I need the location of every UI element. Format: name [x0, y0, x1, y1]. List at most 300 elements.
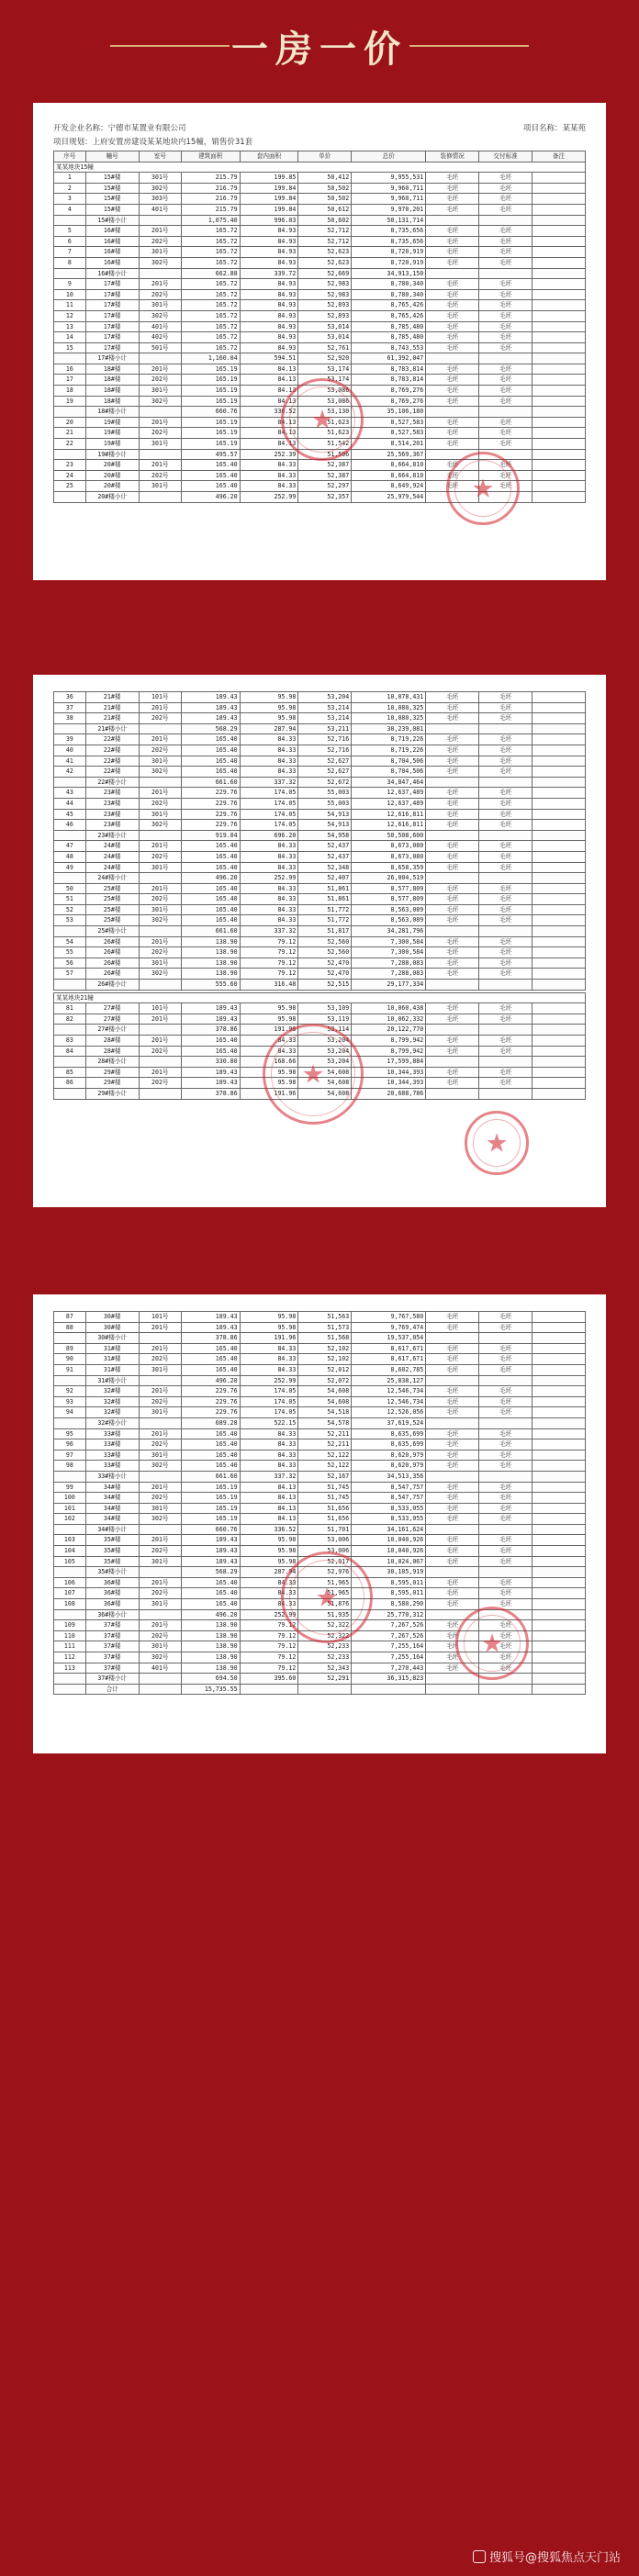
table-cell: 毛坯 — [426, 300, 479, 311]
table-cell: 84.33 — [240, 481, 298, 492]
table-cell: 毛坯 — [426, 883, 479, 894]
table-row — [54, 841, 586, 852]
table-cell: 84.33 — [240, 883, 298, 894]
table-cell: 毛坯 — [426, 1663, 479, 1674]
table-cell: 111 — [54, 1641, 86, 1652]
table-cell: 52,233 — [298, 1652, 352, 1663]
table-cell — [426, 353, 479, 364]
table-cell — [479, 830, 532, 841]
table-cell: 302号 — [139, 820, 181, 831]
table-cell: 毛坯 — [479, 226, 532, 237]
table-cell: 毛坯 — [426, 862, 479, 873]
table-cell — [532, 1641, 586, 1652]
table-cell: 84.93 — [240, 236, 298, 247]
table-row — [54, 247, 586, 258]
table-cell: 22#楼 — [85, 767, 139, 778]
table-cell: 202号 — [139, 470, 181, 481]
table-cell: 毛坯 — [426, 947, 479, 958]
table-cell: 165.72 — [181, 236, 240, 247]
table-cell: 109 — [54, 1620, 86, 1631]
table-cell: 毛坯 — [479, 1312, 532, 1323]
table-cell: 52,012 — [298, 1364, 352, 1375]
table-cell: 23 — [54, 460, 86, 471]
table-cell — [532, 1599, 586, 1610]
table-cell: 53,204 — [298, 1036, 352, 1047]
table-cell: 53,119 — [298, 1014, 352, 1025]
table-cell: 8,620,979 — [352, 1450, 426, 1461]
table-cell: 202号 — [139, 894, 181, 905]
table-cell — [532, 702, 586, 713]
table-cell: 189.43 — [181, 1003, 240, 1014]
table-cell — [532, 851, 586, 862]
table-cell — [479, 1524, 532, 1535]
table-cell: 毛坯 — [426, 841, 479, 852]
table-cell: 168.66 — [240, 1057, 298, 1068]
table-cell: 51,861 — [298, 894, 352, 905]
table-cell: 79.12 — [240, 958, 298, 969]
table-cell: 84.33 — [240, 1343, 298, 1354]
table-cell: 301号 — [139, 904, 181, 915]
table-cell — [532, 873, 586, 884]
table-cell — [532, 745, 586, 756]
table-cell: 8,533,055 — [352, 1503, 426, 1514]
table-cell: 34#楼 — [85, 1493, 139, 1504]
table-cell: 165.40 — [181, 481, 240, 492]
table-cell: 毛坯 — [426, 1577, 479, 1588]
table-cell — [532, 1514, 586, 1525]
table-cell: 8,620,979 — [352, 1461, 426, 1472]
table-cell: 24#楼 — [85, 841, 139, 852]
table-cell — [139, 407, 181, 418]
table-cell — [426, 1471, 479, 1482]
table-cell: 661.60 — [181, 926, 240, 937]
table-cell: 174.05 — [240, 798, 298, 809]
table-cell: 毛坯 — [479, 1461, 532, 1472]
table-cell — [54, 873, 86, 884]
table-row — [54, 183, 586, 194]
column-header: 幢号 — [85, 151, 139, 162]
table-cell — [54, 1684, 86, 1695]
table-row — [54, 1364, 586, 1375]
table-cell: 51,772 — [298, 915, 352, 926]
table-cell — [532, 1577, 586, 1588]
table-cell: 84.93 — [240, 342, 298, 353]
table-cell — [532, 1663, 586, 1674]
table-cell: 201号 — [139, 1428, 181, 1439]
column-header: 交付标准 — [479, 151, 532, 162]
table-cell: 101 — [54, 1503, 86, 1514]
table-cell: 5 — [54, 226, 86, 237]
table-cell: 37#楼 — [85, 1663, 139, 1674]
table-cell: 84.13 — [240, 386, 298, 397]
table-cell: 303号 — [139, 194, 181, 205]
table-cell: 79.12 — [240, 1652, 298, 1663]
table-cell: 15#楼小计 — [85, 215, 139, 226]
table-cell: 301号 — [139, 173, 181, 184]
table-row — [54, 1535, 586, 1546]
table-cell: 15#楼 — [85, 173, 139, 184]
table-cell: 52,560 — [298, 947, 352, 958]
table-cell — [139, 492, 181, 503]
table-cell — [479, 215, 532, 226]
table-cell: 毛坯 — [479, 820, 532, 831]
table-cell — [532, 1482, 586, 1493]
table-cell: 毛坯 — [479, 894, 532, 905]
table-cell: 138.90 — [181, 1620, 240, 1631]
table-cell: 8,664,810 — [352, 470, 426, 481]
table-cell: 17#楼 — [85, 310, 139, 321]
table-cell: 毛坯 — [479, 204, 532, 215]
table-cell: 10 — [54, 289, 86, 300]
table-cell: 毛坯 — [479, 194, 532, 205]
table-cell: 165.72 — [181, 289, 240, 300]
table-cell: 79.12 — [240, 1641, 298, 1652]
table-cell: 10,344,393 — [352, 1067, 426, 1078]
table-cell: 83 — [54, 1036, 86, 1047]
table-cell — [479, 353, 532, 364]
table-cell: 12,616,811 — [352, 820, 426, 831]
table-cell: 84.33 — [240, 1036, 298, 1047]
table-cell: 43 — [54, 788, 86, 799]
table-cell: 12,546,734 — [352, 1396, 426, 1407]
table-cell: 毛坯 — [426, 417, 479, 428]
official-seal — [281, 378, 364, 461]
subtotal-row — [54, 926, 586, 937]
table-cell: 8,743,553 — [352, 342, 426, 353]
table-cell: 33#楼 — [85, 1450, 139, 1461]
table-cell: 95.98 — [240, 1322, 298, 1333]
table-cell: 61,392,047 — [352, 353, 426, 364]
page-title: 一房一价 — [231, 27, 408, 71]
table-cell: 84.33 — [240, 1046, 298, 1057]
table-row — [54, 1461, 586, 1472]
table-cell — [352, 1684, 426, 1695]
table-cell: 26,004,519 — [352, 873, 426, 884]
table-cell: 31#楼 — [85, 1364, 139, 1375]
table-cell: 165.40 — [181, 1461, 240, 1472]
table-cell: 51,563 — [298, 1312, 352, 1323]
table-cell: 毛坯 — [426, 428, 479, 439]
table-cell — [54, 407, 86, 418]
table-cell: 189.43 — [181, 1546, 240, 1557]
table-cell: 496.20 — [181, 1609, 240, 1620]
watermark: 搜狐号@搜狐焦点天门站 — [473, 2548, 621, 2565]
table-cell: 52,407 — [298, 873, 352, 884]
table-cell: 138.90 — [181, 1663, 240, 1674]
table-cell — [54, 215, 86, 226]
table-row — [54, 692, 586, 703]
table-cell: 22#楼 — [85, 734, 139, 745]
table-cell: 202号 — [139, 713, 181, 724]
table-cell — [532, 173, 586, 184]
table-cell: 189.43 — [181, 692, 240, 703]
table-cell — [139, 1524, 181, 1535]
table-cell — [532, 342, 586, 353]
table-row — [54, 1439, 586, 1450]
table-cell: 17#楼 — [85, 279, 139, 290]
table-cell — [139, 449, 181, 460]
table-cell: 毛坯 — [426, 332, 479, 343]
price-sheet-3 — [33, 1294, 606, 1753]
column-header: 套内面积 — [240, 151, 298, 162]
table-cell: 52,669 — [298, 268, 352, 279]
table-cell — [139, 1567, 181, 1578]
table-cell: 28#楼小计 — [85, 1057, 139, 1068]
table-cell: 165.19 — [181, 417, 240, 428]
table-cell: 84.13 — [240, 1482, 298, 1493]
title-rule-right — [409, 45, 529, 47]
table-cell: 毛坯 — [479, 310, 532, 321]
table-cell: 25#楼 — [85, 894, 139, 905]
table-cell: 174.05 — [240, 788, 298, 799]
table-cell: 10,078,431 — [352, 692, 426, 703]
table-cell — [532, 936, 586, 947]
table-cell: 52,348 — [298, 862, 352, 873]
table-cell: 毛坯 — [426, 1343, 479, 1354]
table-cell — [532, 375, 586, 386]
section-label: 某某地块21幢 — [54, 992, 586, 1003]
table-cell: 8,719,226 — [352, 734, 426, 745]
table-cell: 毛坯 — [479, 1641, 532, 1652]
table-cell: 55 — [54, 947, 86, 958]
table-cell: 35,106,180 — [352, 407, 426, 418]
table-cell: 30,239,081 — [352, 723, 426, 734]
table-cell: 毛坯 — [426, 386, 479, 397]
table-cell: 555.60 — [181, 980, 240, 991]
table-cell — [139, 980, 181, 991]
table-cell: 8,704,506 — [352, 756, 426, 767]
table-cell: 8,635,699 — [352, 1428, 426, 1439]
table-cell: 7,288,083 — [352, 969, 426, 980]
table-row — [54, 1407, 586, 1418]
table-cell: 毛坯 — [479, 1493, 532, 1504]
table-cell: 301号 — [139, 1641, 181, 1652]
table-cell: 522.15 — [240, 1417, 298, 1428]
table-cell — [532, 1354, 586, 1365]
table-cell — [139, 873, 181, 884]
table-cell: 52,102 — [298, 1343, 352, 1354]
table-cell: 26#楼 — [85, 936, 139, 947]
table-cell: 50,412 — [298, 173, 352, 184]
table-cell — [532, 332, 586, 343]
table-cell: 毛坯 — [426, 481, 479, 492]
table-cell: 毛坯 — [479, 257, 532, 268]
table-cell: 54,608 — [298, 1386, 352, 1397]
title-rule-left — [110, 45, 230, 47]
price-sheet-1 — [33, 103, 606, 580]
table-row — [54, 321, 586, 332]
table-cell: 51,861 — [298, 883, 352, 894]
table-cell: 84.33 — [240, 1439, 298, 1450]
table-cell: 毛坯 — [426, 820, 479, 831]
table-cell — [139, 723, 181, 734]
official-seal — [281, 1551, 373, 1643]
table-cell: 54,913 — [298, 820, 352, 831]
table-cell: 95.98 — [240, 692, 298, 703]
table-cell: 30#楼 — [85, 1322, 139, 1333]
table-cell: 53,006 — [298, 1546, 352, 1557]
table-cell: 174.05 — [240, 820, 298, 831]
table-cell: 229.76 — [181, 1386, 240, 1397]
table-cell: 毛坯 — [426, 702, 479, 713]
table-cell: 8,527,583 — [352, 417, 426, 428]
table-cell: 201号 — [139, 417, 181, 428]
table-cell: 毛坯 — [426, 692, 479, 703]
table-cell: 毛坯 — [479, 321, 532, 332]
table-cell: 50 — [54, 883, 86, 894]
table-cell: 毛坯 — [479, 439, 532, 450]
table-cell: 301号 — [139, 862, 181, 873]
table-cell — [532, 841, 586, 852]
table-cell: 毛坯 — [479, 915, 532, 926]
table-cell: 302号 — [139, 1652, 181, 1663]
table-cell: 20#楼 — [85, 460, 139, 471]
table-header — [54, 151, 586, 162]
table-cell — [532, 247, 586, 258]
scope-line: 项目规划：上府安置房建设某某地块内15幢，销售价31套 — [53, 138, 253, 147]
table-cell: 53,211 — [298, 723, 352, 734]
table-cell: 毛坯 — [426, 289, 479, 300]
table-cell: 594.51 — [240, 353, 298, 364]
table-cell: 189.43 — [181, 1014, 240, 1025]
table-cell: 165.19 — [181, 1514, 240, 1525]
table-cell: 165.40 — [181, 1428, 240, 1439]
table-cell: 165.19 — [181, 396, 240, 407]
table-cell: 8,547,757 — [352, 1482, 426, 1493]
table-row — [54, 734, 586, 745]
table-cell: 37#楼 — [85, 1630, 139, 1641]
table-cell: 378.86 — [181, 1025, 240, 1036]
table-cell: 165.40 — [181, 904, 240, 915]
table-cell: 496.20 — [181, 492, 240, 503]
table-cell: 8,783,814 — [352, 364, 426, 375]
table-cell: 50,508,600 — [352, 830, 426, 841]
table-cell: 24 — [54, 470, 86, 481]
table-cell: 301号 — [139, 439, 181, 450]
table-cell: 毛坯 — [479, 1046, 532, 1057]
table-cell — [532, 915, 586, 926]
table-cell: 165.19 — [181, 364, 240, 375]
table-cell: 34,913,150 — [352, 268, 426, 279]
table-cell — [426, 1375, 479, 1386]
table-cell: 12,546,734 — [352, 1386, 426, 1397]
table-cell: 301号 — [139, 1364, 181, 1375]
table-cell: 毛坯 — [479, 1407, 532, 1418]
table-cell: 30#楼 — [85, 1312, 139, 1323]
table-cell: 毛坯 — [479, 247, 532, 258]
table-cell: 165.40 — [181, 1046, 240, 1057]
table-cell: 13 — [54, 321, 86, 332]
table-cell — [532, 1461, 586, 1472]
table-cell: 52,893 — [298, 310, 352, 321]
table-cell: 毛坯 — [426, 1407, 479, 1418]
table-cell: 201号 — [139, 883, 181, 894]
table-cell: 36#楼小计 — [85, 1609, 139, 1620]
table-cell: 16#楼 — [85, 247, 139, 258]
table-cell: 401号 — [139, 1663, 181, 1674]
table-cell: 毛坯 — [426, 257, 479, 268]
table-cell: 52,122 — [298, 1461, 352, 1472]
table-cell: 32#楼 — [85, 1396, 139, 1407]
table-cell — [532, 904, 586, 915]
table-cell — [532, 788, 586, 799]
table-cell: 174.05 — [240, 1386, 298, 1397]
table-cell: 88 — [54, 1322, 86, 1333]
table-cell: 316.48 — [240, 980, 298, 991]
table-cell — [54, 980, 86, 991]
table-cell: 202号 — [139, 375, 181, 386]
official-seal — [263, 1024, 364, 1125]
table-cell — [139, 830, 181, 841]
table-cell: 毛坯 — [479, 958, 532, 969]
table-cell: 32#楼小计 — [85, 1417, 139, 1428]
table-cell: 36#楼 — [85, 1599, 139, 1610]
section-label: 某某地块15幢 — [54, 162, 586, 173]
table-cell: 31#楼 — [85, 1354, 139, 1365]
table-cell: 毛坯 — [479, 1652, 532, 1663]
table-cell: 毛坯 — [426, 247, 479, 258]
table-cell: 202号 — [139, 947, 181, 958]
table-cell — [532, 947, 586, 958]
table-cell: 1 — [54, 173, 86, 184]
table-cell: 毛坯 — [479, 173, 532, 184]
table-cell: 202号 — [139, 1078, 181, 1089]
table-cell: 10,040,926 — [352, 1546, 426, 1557]
table-cell: 8,635,699 — [352, 1439, 426, 1450]
table-cell: 45 — [54, 809, 86, 820]
table-cell: 30,105,919 — [352, 1567, 426, 1578]
table-cell: 104 — [54, 1546, 86, 1557]
table-cell — [532, 798, 586, 809]
table-cell: 165.19 — [181, 1482, 240, 1493]
table-cell: 毛坯 — [479, 809, 532, 820]
table-cell: 54,518 — [298, 1407, 352, 1418]
table-cell: 301号 — [139, 756, 181, 767]
table-cell: 57 — [54, 969, 86, 980]
table-cell: 毛坯 — [426, 204, 479, 215]
table-row — [54, 915, 586, 926]
table-cell: 毛坯 — [479, 1450, 532, 1461]
table-cell — [426, 1417, 479, 1428]
table-cell: 19 — [54, 396, 86, 407]
table-cell — [426, 1567, 479, 1578]
table-cell — [532, 734, 586, 745]
table-row — [54, 851, 586, 862]
table-cell: 毛坯 — [479, 851, 532, 862]
table-cell: 21#楼 — [85, 692, 139, 703]
table-cell: 199.84 — [240, 194, 298, 205]
title-band — [0, 0, 639, 92]
price-table-2 — [53, 691, 586, 991]
table-cell: 18#楼 — [85, 375, 139, 386]
table-cell: 301号 — [139, 247, 181, 258]
table-cell: 189.43 — [181, 713, 240, 724]
table-cell — [532, 279, 586, 290]
table-cell — [426, 980, 479, 991]
table-row — [54, 226, 586, 237]
table-cell: 38 — [54, 713, 86, 724]
table-cell: 37#楼 — [85, 1652, 139, 1663]
table-cell: 174.05 — [240, 1396, 298, 1407]
table-cell: 10,040,926 — [352, 1535, 426, 1546]
table-cell: 302号 — [139, 310, 181, 321]
table-cell: 110 — [54, 1630, 86, 1641]
table-cell: 19,537,054 — [352, 1333, 426, 1344]
table-cell: 402号 — [139, 332, 181, 343]
table-cell: 16#楼 — [85, 236, 139, 247]
price-sheet-2 — [33, 675, 606, 1207]
table-cell: 29#楼 — [85, 1078, 139, 1089]
